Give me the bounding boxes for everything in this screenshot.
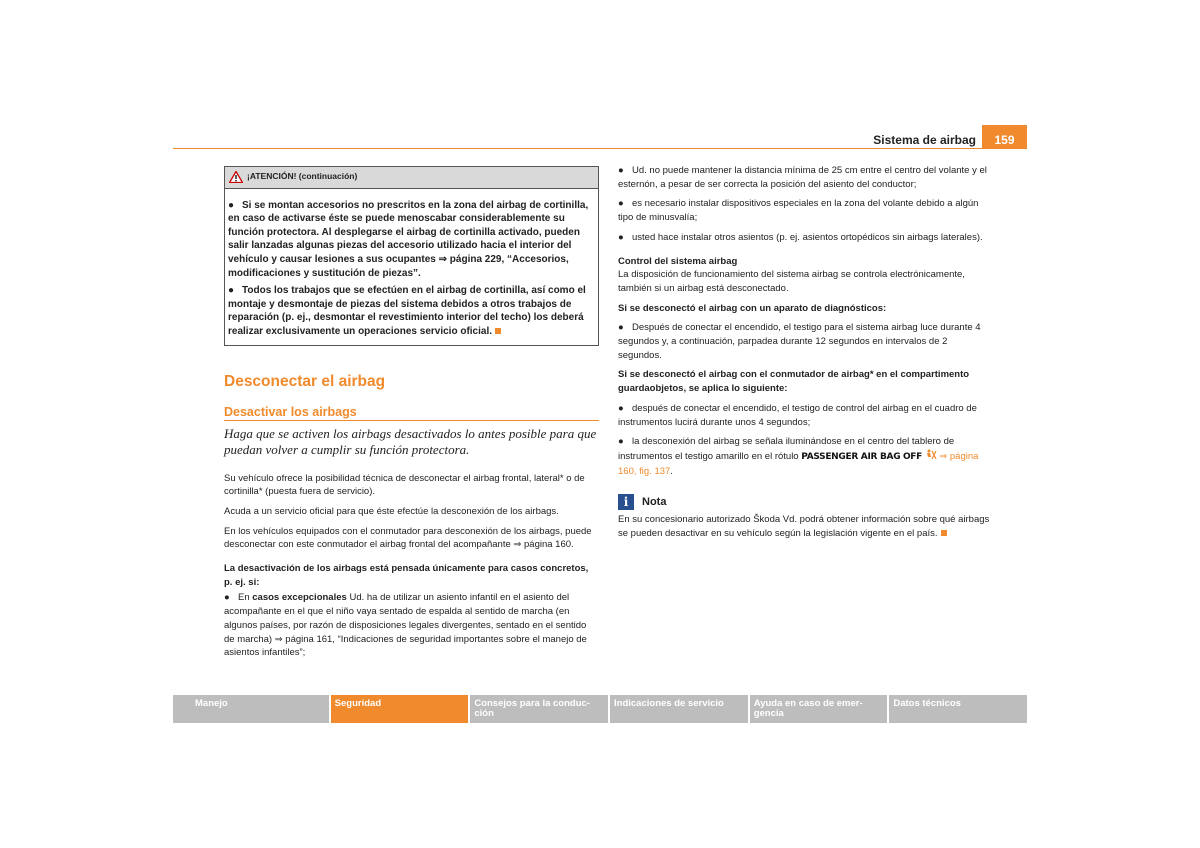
list-item: ● usted hace instalar otros asientos (p. ej. asientos ortopédicos sin airbags laterales). [618, 231, 983, 243]
right-column [618, 164, 993, 547]
warning-triangle-icon [229, 171, 243, 183]
paragraph: Acuda a un servicio oficial para que éste efectúe la desconexión de los airbags. [224, 505, 559, 517]
diag-heading: Si se desconectó el airbag con un aparato de diagnósticos: [618, 302, 887, 314]
switch-heading: Si se desconectó el airbag con el conmutador de airbag* en el compartimento guardaobjetos, se aplica lo siguiente: [618, 369, 970, 395]
passenger-airbag-label: PASSENGER AIR BAG [801, 451, 901, 462]
paragraph: Su vehículo ofrece la posibilidad técnica de desconectar el airbag frontal, lateral* o de cortinilla* (puesta fuera de servicio). [224, 472, 585, 498]
list-item: ● después de conectar el encendido, el testigo de control del airbag en el cuadro de instrumentos lucirá durante unos 4 segundos; [618, 402, 977, 428]
note-header [618, 494, 993, 510]
info-icon: i [618, 494, 634, 510]
left-column [224, 166, 599, 666]
case-bullet: ● En casos excepcionales Ud. ha de utilizar un asiento infantil en el asiento del acompañante en el que el niño vaya sentado de espalda al sentido de marcha (en algunos países, por razón de disposiciones legales divergentes, sentado en el sentido de marcha) ⇒ página 161, “Indicaciones de seguridad importantes sobre el manejo de asientos infantiles”; [224, 592, 587, 659]
list-item: ● Ud. no puede mantener la distancia mínima de 25 cm entre el centro del volante y el esternón, a pesar de ser correcta la posición del asiento del conductor; [618, 165, 987, 190]
warning-item: ● Todos los trabajos que se efectúen en el airbag de cortinilla, así como el montaje y desmontaje de piezas del sistema debidos a otros trabajos de reparación (p. ej., desmontar el revestimiento interior del techo) los deberá realizar exclusivamente un operaciones servicio oficial. [228, 285, 586, 337]
nav-tab-seguridad[interactable]: Seguridad [331, 695, 469, 723]
lead-text: Haga que se activen los airbags desactivados lo antes posible para que puedan volver a cumplir su función protectora. [224, 425, 597, 458]
nav-tab-indicaciones[interactable]: Indicaciones de servicio [610, 695, 748, 723]
list-item: ● es necesario instalar dispositivos especiales en la zona del volante debido a algún tipo de minusvalía; [618, 198, 979, 224]
warning-title: ¡ATENCIÓN! (continuación) [247, 171, 358, 181]
warning-box [224, 166, 599, 346]
note-label: Nota [642, 496, 667, 509]
nav-tab-ayuda[interactable]: Ayuda en caso de emer- gencia [750, 695, 888, 723]
warning-body [225, 189, 598, 345]
control-text: La disposición de funcionamiento del sistema airbag se controla electrónicamente, también si un airbag está desconectado. [618, 269, 965, 294]
nav-tab-datos[interactable]: Datos técnicos [889, 695, 1027, 723]
note-text: En su concesionario autorizado Škoda Vd. podrá obtener información sobre qué airbags se pueden desactivar en su vehículo según la legislación vigente en el país. [618, 514, 990, 540]
airbag-off-label: OFF [902, 451, 922, 462]
header-rule [173, 148, 1027, 149]
nav-tab-consejos[interactable]: Consejos para la conduc- ción [470, 695, 608, 723]
section-subheading: Desactivar los airbags [224, 405, 599, 421]
list-item: ● la desconexión del airbag se señala iluminándose en el centro del tablero de instrumentos el testigo amarillo en el rótulo PASSENGER AIR BAG OFF ⇒ página 160, fig. 137. [618, 436, 979, 477]
warning-item: ● Si se montan accesorios no prescritos en la zona del airbag de cortinilla, en caso de activarse éste se puede menoscabar considerablemente su función protectora. Al desplegarse el airbag de cortinilla activado, pueden salir lanzadas algunas piezas del accesorio utilizado hacia el interior del vehículo y causar lesiones a sus ocupantes ⇒ página 229, “Accesorios, modificaciones y sustitución de piezas”. [228, 199, 589, 279]
warning-header [225, 167, 598, 189]
control-heading: Control del sistema airbag [618, 255, 738, 267]
list-item: ● Después de conectar el encendido, el testigo para el sistema airbag luce durante 4 segundos y, a continuación, parpadea durante 12 segundos en intervalos de 2 segundos. [618, 322, 981, 361]
cases-heading: La desactivación de los airbags está pensada únicamente para casos concretos, p. ej. si: [224, 563, 589, 588]
section-title: Sistema de airbag [873, 133, 976, 147]
page-number: 159 [982, 125, 1027, 149]
page-reference[interactable]: ⇒ página 160, fig. 137 [618, 450, 979, 477]
section-heading: Desconectar el airbag [224, 372, 386, 390]
paragraph: En los vehículos equipados con el conmutador para desconexión de los airbags, puede desconectar con este conmutador el airbag frontal del acompañante ⇒ página 160. [224, 525, 592, 551]
end-marker [941, 530, 947, 536]
end-marker [495, 328, 501, 334]
chapter-nav [173, 695, 1027, 723]
passenger-airbag-off-icon [925, 449, 937, 460]
nav-tab-manejo[interactable]: Manejo [173, 695, 329, 723]
